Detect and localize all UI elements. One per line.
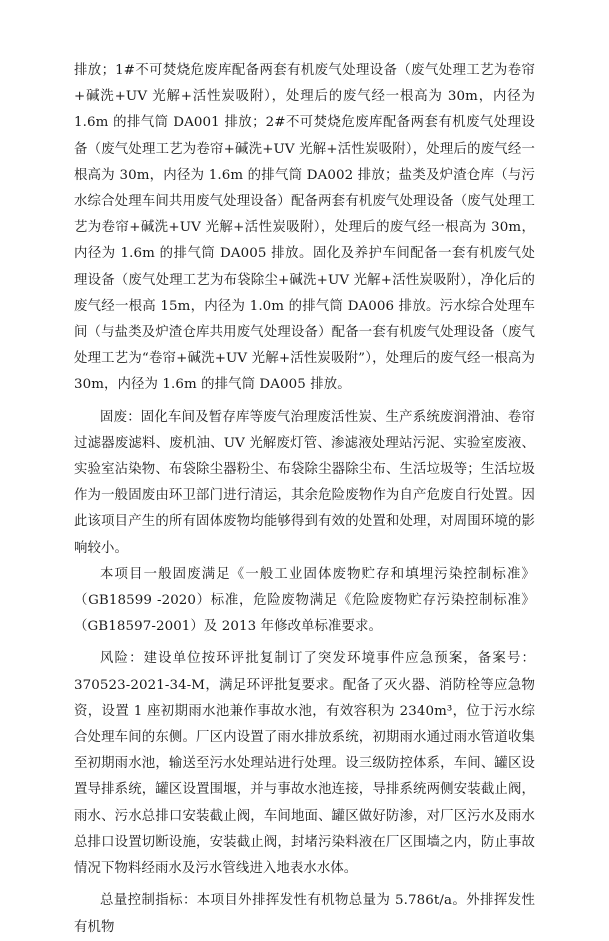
paragraph-waste-standards: 本项目一般固废满足《一般工业固体废物贮存和填埋污染控制标准》（GB18599 -2020）标准，危险废物满足《危险废物贮存污染控制标准》（GB18597-2001）及 2013 年修改单标准要求。 <box>74 566 535 635</box>
paragraph-total-control: 总量控制指标：本项目外排挥发性有机物总量为 5.786t/a。外排挥发性有机物 <box>74 893 535 935</box>
paragraph-risk: 风险：建设单位按环评批复制订了突发环境事件应急预案，备案号：370523-2021-34-M，满足环评批复要求。配备了灭火器、消防栓等应急物资，设置 1 座初期雨水池兼作事故水池，有效容积为 2340m³，位于污水综合处理车间的东侧。厂区内设置了雨水排放系统，初期雨水通过雨水管道收集至初期雨水池，输送至污水处理站进行处理。设三级防控体系，车间、罐区设置导排系统，罐区设置围堰，并与事故水池连接，导排系统两侧安装截止阀，雨水、污水总排口安装截止阀，车间地面、罐区做好防渗，对厂区污水及雨水总排口设置切断设施，安装截止阀，封堵污染料液在厂区围墙之内，防止事故情况下物料经雨水及污水管线进入地表水水体。 <box>74 651 535 877</box>
paragraph-solid-waste: 固废：固化车间及暂存库等废气治理废活性炭、生产系统废润滑油、卷帘过滤器废滤料、废机油、UV 光解废灯管、渗滤液处理站污泥、实验室废液、实验室沾染物、布袋除尘器粉尘、布袋除尘器除尘布、生活垃圾等；生活垃圾作为一般固废由环卫部门进行清运，其余危险废物作为自产危废自行处置。因此该项目产生的所有固体废物均能够得到有效的处置和处理，对周围环境的影响较小。 <box>74 409 535 556</box>
paragraph-exhaust-gas: 排放；1#不可焚烧危废库配备两套有机废气处理设备（废气处理工艺为卷帘+碱洗+UV 光解+活性炭吸附），处理后的废气经一根高为 30m，内径为 1.6m 的排气筒 DA001 排放；2#不可焚烧危废库配备两套有机废气处理设备（废气处理工艺为卷帘+碱洗+UV 光解+活性炭吸附），处理后的废气经一根高为 30m，内径为 1.6m 的排气筒 DA002 排放；盐类及炉渣仓库（与污水综合处理车间共用废气处理设备）配备两套有机废气处理设备（废气处理工艺为卷帘+碱洗+UV 光解+活性炭吸附），处理后的废气经一根高为 30m，内径为 1.6m 的排气筒 DA005 排放。固化及养护车间配备一套有机废气处理设备（废气处理工艺为布袋除尘+碱洗+UV 光解+活性炭吸附），净化后的废气经一根高 15m，内径为 1.0m 的排气筒 DA006 排放。污水综合处理车间（与盐类及炉渣仓库共用废气处理设备）配备一套有机废气处理设备（废气处理工艺为“卷帘+碱洗+UV 光解+活性炭吸附”），处理后的废气经一根高为 30m，内径为 1.6m 的排气筒 DA005 排放。 <box>74 63 535 393</box>
